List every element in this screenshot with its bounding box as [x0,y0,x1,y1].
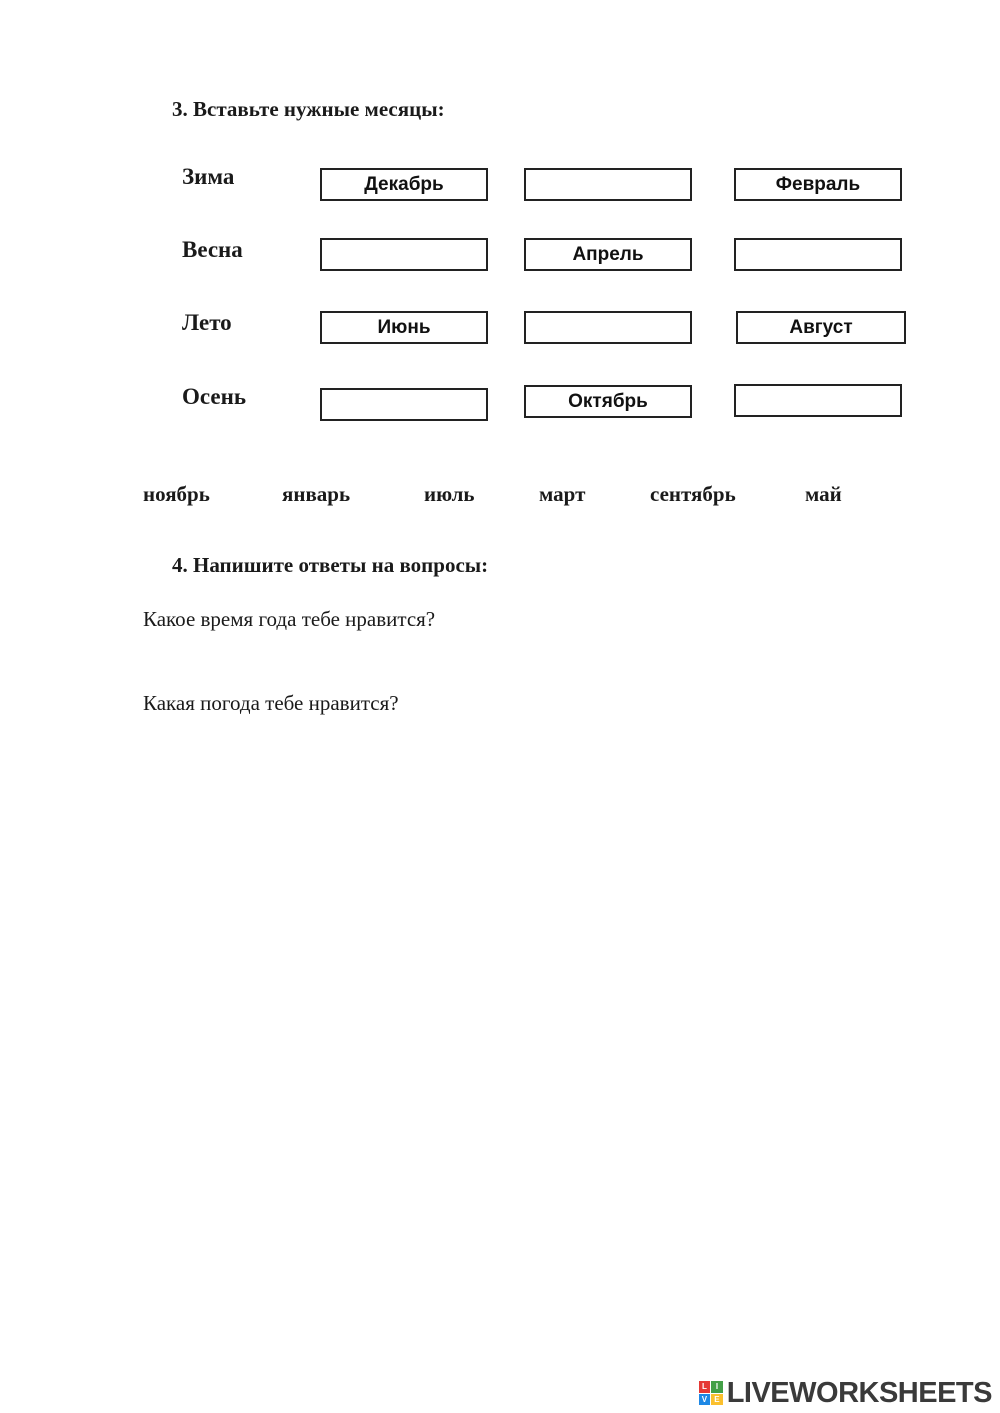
month-box-summer-2[interactable] [524,311,692,344]
liveworksheets-logo [699,1376,992,1409]
month-box-winter-1[interactable]: Декабрь [320,168,488,201]
word-bank-item[interactable]: март [539,482,586,506]
season-label-spring: Весна [182,237,243,262]
word-bank-item[interactable]: январь [282,482,351,506]
task3-heading: 3. Вставьте нужные месяцы: [172,97,445,121]
season-label-autumn: Осень [182,384,247,409]
liveworksheets-logo-text: LIVEWORKSHEETS [726,1376,992,1409]
logo-square: V [699,1394,711,1406]
season-label-winter: Зима [182,164,235,189]
month-box-spring-3[interactable] [734,238,902,271]
logo-square: L [699,1381,711,1393]
season-label-summer: Лето [182,310,232,335]
question-1: Какое время года тебе нравится? [143,607,436,631]
month-box-summer-3[interactable]: Август [736,311,906,344]
month-box-autumn-1[interactable] [320,388,488,421]
word-bank-item[interactable]: ноябрь [143,482,210,506]
month-box-winter-3[interactable]: Февраль [734,168,902,201]
task4-heading: 4. Напишите ответы на вопросы: [172,553,489,577]
word-bank-item[interactable]: июль [424,482,475,506]
word-bank-item[interactable]: сентябрь [650,482,736,506]
month-box-spring-1[interactable] [320,238,488,271]
question-2: Какая погода тебе нравится? [143,691,399,715]
month-box-spring-2[interactable]: Апрель [524,238,692,271]
liveworksheets-logo-icon [699,1381,723,1405]
month-box-autumn-2[interactable]: Октябрь [524,385,692,418]
month-box-summer-1[interactable]: Июнь [320,311,488,344]
month-box-autumn-3[interactable] [734,384,902,417]
word-bank-item[interactable]: май [805,482,842,506]
logo-square: I [711,1381,723,1393]
logo-square: E [711,1394,723,1406]
month-box-winter-2[interactable] [524,168,692,201]
